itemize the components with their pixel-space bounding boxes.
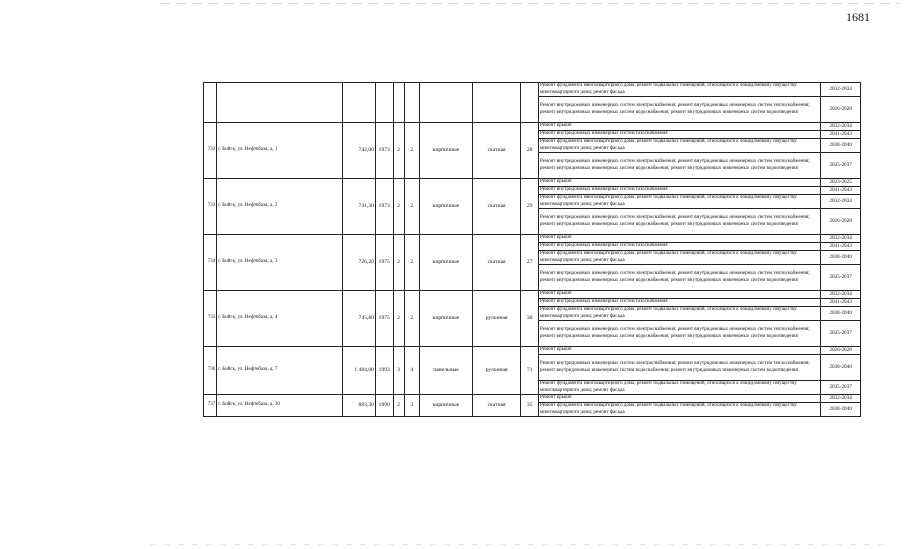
work-term: 2032-2034 xyxy=(821,395,861,403)
work-term: 2038-2040 xyxy=(821,355,861,381)
cell-year: 1975 xyxy=(375,235,393,291)
cell-walls: панельные xyxy=(420,347,473,395)
cell-num-empty xyxy=(204,83,217,123)
work-description: Ремонт крыши xyxy=(539,179,821,187)
work-term: 2026-2028 xyxy=(821,209,861,235)
cell-walls: кирпичные xyxy=(420,395,473,417)
work-description: Ремонт крыши xyxy=(539,291,821,299)
cell-floors: 2 xyxy=(393,235,404,291)
work-description: Ремонт фундамента многоквартирного дома; ремонт подвальных помещений, относящихся к общедомовому имуществу многоквартирного дома; ремонт фасада xyxy=(539,381,821,395)
cell-year: 1993 xyxy=(375,347,393,395)
work-description: Ремонт крыши xyxy=(539,235,821,243)
work-term: 2035-2037 xyxy=(821,265,861,291)
cell-apartments-empty xyxy=(521,83,539,123)
cell-address: г. Бийск, ул. Нефтебаза, д. 30 xyxy=(217,395,343,417)
table-row xyxy=(204,291,861,299)
work-description: Ремонт крыши xyxy=(539,123,821,131)
work-term: 2023-2025 xyxy=(821,179,861,187)
table-row xyxy=(204,123,861,131)
cell-area: 745,80 xyxy=(342,291,375,347)
cell-roof: рулонная xyxy=(472,347,521,395)
work-description: Ремонт внутридомовых инженерных систем газоснабжения xyxy=(539,299,821,307)
table-body xyxy=(204,83,861,417)
cell-address: г. Бийск, ул. Нефтебаза, д. 3 xyxy=(217,235,343,291)
cell-apartments: 28 xyxy=(521,123,539,179)
work-term: 2026-2028 xyxy=(821,97,861,123)
scan-artifact-bottom xyxy=(150,544,890,545)
page-number: 1681 xyxy=(846,10,870,24)
cell-walls: кирпичные xyxy=(420,179,473,235)
work-description: Ремонт внутридомовых инженерных систем электроснабжения; ремонт внутридомовых инженерных систем теплоснабжения; ремонт внутридомовых инженерных систем водоснабжения; ремонт внутридомовых инженерных систем водоотведения xyxy=(539,321,821,347)
cell-year: 1973 xyxy=(375,123,393,179)
cell-roof: скатная xyxy=(472,235,521,291)
cell-roof: скатная xyxy=(472,395,521,417)
cell-address: г. Бийск, ул. Нефтебаза, д. 2 xyxy=(217,179,343,235)
cell-floors: 2 xyxy=(393,123,404,179)
cell-num: 733 xyxy=(204,179,217,235)
cell-floors: 3 xyxy=(393,347,404,395)
cell-apartments: 29 xyxy=(521,179,539,235)
cell-year: 1975 xyxy=(375,291,393,347)
work-description: Ремонт внутридомовых инженерных систем электроснабжения; ремонт внутридомовых инженерных систем теплоснабжения; ремонт внутридомовых инженерных систем водоснабжения; ремонт внутридомовых инженерных систем водоотведения xyxy=(539,153,821,179)
work-term: 2026-2028 xyxy=(821,347,861,355)
work-description: Ремонт фундамента многоквартирного дома; ремонт подвальных помещений, относящихся к общедомовому имуществу многоквартирного дома; ремонт фасада xyxy=(539,307,821,321)
cell-year: 1990 xyxy=(375,395,393,417)
cell-area-empty xyxy=(342,83,375,123)
cell-year: 1973 xyxy=(375,179,393,235)
work-term: 2038-2040 xyxy=(821,251,861,265)
table-row xyxy=(204,395,861,403)
cell-num: 732 xyxy=(204,123,217,179)
work-term: 2041-2043 xyxy=(821,187,861,195)
work-term: 2038-2040 xyxy=(821,139,861,153)
cell-address: г. Бийск, ул. Нефтебаза, д. 7 xyxy=(217,347,343,395)
cell-roof-empty xyxy=(472,83,521,123)
work-description: Ремонт фундамента многоквартирного дома; ремонт подвальных помещений, относящихся к общедомовому имуществу многоквартирного дома; ремонт фасада xyxy=(539,195,821,209)
work-description: Ремонт фундамента многоквартирного дома; ремонт подвальных помещений, относящихся к общедомовому имуществу многоквартирного дома; ремонт фасада xyxy=(539,403,821,417)
work-term: 2032-2034 xyxy=(821,123,861,131)
work-description: Ремонт фундамента многоквартирного дома; ремонт подвальных помещений, относящихся к общедомовому имуществу многоквартирного дома; ремонт фасада xyxy=(539,139,821,153)
work-description: Ремонт внутридомовых инженерных систем электроснабжения; ремонт внутридомовых инженерных систем теплоснабжения; ремонт внутридомовых инженерных систем водоснабжения; ремонт внутридомовых инженерных систем водоотведения xyxy=(539,265,821,291)
work-term: 2032-2034 xyxy=(821,291,861,299)
work-term: 2041-2043 xyxy=(821,299,861,307)
cell-address: г. Бийск, ул. Нефтебаза, д. 4 xyxy=(217,291,343,347)
table-row xyxy=(204,179,861,187)
cell-entrances: 4 xyxy=(404,347,419,395)
table-row xyxy=(204,347,861,355)
cell-roof: рулонная xyxy=(472,291,521,347)
work-description: Ремонт внутридомовых инженерных систем электроснабжения; ремонт внутридомовых инженерных систем теплоснабжения; ремонт внутридомовых инженерных систем водоснабжения; ремонт внутридомовых инженерных систем водоотведения xyxy=(539,97,821,123)
cell-num: 737 xyxy=(204,395,217,417)
cell-address: г. Бийск, ул. Нефтебаза, д. 1 xyxy=(217,123,343,179)
cell-area: 742,00 xyxy=(342,123,375,179)
cell-roof: скатная xyxy=(472,123,521,179)
cell-num: 734 xyxy=(204,235,217,291)
work-term: 2035-2037 xyxy=(821,321,861,347)
work-description: Ремонт внутридомовых инженерных систем электроснабжения; ремонт внутридомовых инженерных систем теплоснабжения; ремонт внутридомовых инженерных систем водоснабжения; ремонт внутридомовых инженерных систем водоотведения xyxy=(539,355,821,381)
work-description: Ремонт фундамента многоквартирного дома; ремонт подвальных помещений, относящихся к общедомовому имуществу многоквартирного дома; ремонт фасада xyxy=(539,251,821,265)
cell-area: 883,30 xyxy=(342,395,375,417)
cell-entrances: 2 xyxy=(404,179,419,235)
work-description: Ремонт внутридомовых инженерных систем электроснабжения; ремонт внутридомовых инженерных систем теплоснабжения; ремонт внутридомовых инженерных систем водоснабжения; ремонт внутридомовых инженерных систем водоотведения xyxy=(539,209,821,235)
work-term: 2041-2043 xyxy=(821,243,861,251)
cell-area: 1 484,00 xyxy=(342,347,375,395)
cell-floors-empty xyxy=(393,83,404,123)
cell-area: 741,30 xyxy=(342,179,375,235)
cell-entrances: 3 xyxy=(404,395,419,417)
cell-apartments: 30 xyxy=(521,291,539,347)
cell-floors: 2 xyxy=(393,179,404,235)
work-description: Ремонт фундамента многоквартирного дома; ремонт подвальных помещений, относящихся к общедомовому имуществу многоквартирного дома; ремонт фасада xyxy=(539,83,821,97)
work-description: Ремонт внутридомовых инженерных систем газоснабжения xyxy=(539,131,821,139)
work-term: 2038-2040 xyxy=(821,307,861,321)
cell-walls: кирпичные xyxy=(420,291,473,347)
cell-num: 736 xyxy=(204,347,217,395)
cell-area: 726,20 xyxy=(342,235,375,291)
cell-year-empty xyxy=(375,83,393,123)
cell-address-empty xyxy=(217,83,343,123)
cell-walls: кирпичные xyxy=(420,123,473,179)
cell-num: 735 xyxy=(204,291,217,347)
work-term: 2035-2037 xyxy=(821,153,861,179)
cell-entrances: 2 xyxy=(404,291,419,347)
work-term: 2032-2034 xyxy=(821,83,861,97)
work-description: Ремонт внутридомовых инженерных систем газоснабжения xyxy=(539,187,821,195)
work-description: Ремонт крыши xyxy=(539,395,821,403)
cell-entrances: 2 xyxy=(404,235,419,291)
scan-artifact-top xyxy=(160,3,900,4)
cell-entrances: 2 xyxy=(404,123,419,179)
cell-walls-empty xyxy=(420,83,473,123)
work-term: 2035-2037 xyxy=(821,381,861,395)
work-term: 2041-2043 xyxy=(821,131,861,139)
cell-apartments: 27 xyxy=(521,235,539,291)
work-term: 2032-2034 xyxy=(821,195,861,209)
capital-repair-table xyxy=(203,82,861,417)
cell-entrances-empty xyxy=(404,83,419,123)
cell-floors: 2 xyxy=(393,395,404,417)
cell-floors: 2 xyxy=(393,291,404,347)
work-description: Ремонт внутридомовых инженерных систем газоснабжения xyxy=(539,243,821,251)
cell-walls: кирпичные xyxy=(420,235,473,291)
table-row xyxy=(204,83,861,97)
cell-apartments: 35 xyxy=(521,395,539,417)
work-term: 2038-2040 xyxy=(821,403,861,417)
work-description: Ремонт крыши xyxy=(539,347,821,355)
work-term: 2032-2034 xyxy=(821,235,861,243)
cell-apartments: 71 xyxy=(521,347,539,395)
cell-roof: скатная xyxy=(472,179,521,235)
table-row xyxy=(204,235,861,243)
